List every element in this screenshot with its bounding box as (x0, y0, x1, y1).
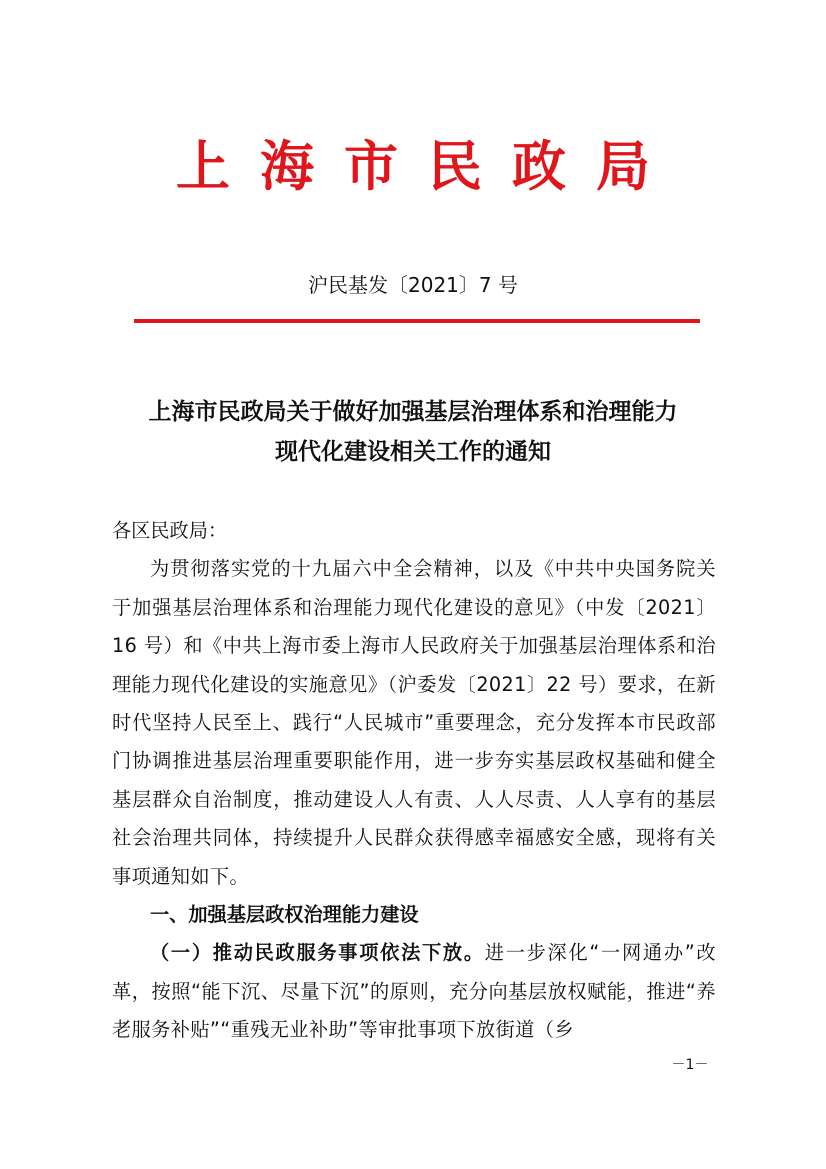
paragraph-2-lead: （一）推动民政服务事项依法下放。 (150, 941, 485, 965)
body-paragraph-2 (112, 934, 716, 1049)
section-heading-1: 一、加强基层政权治理能力建设 (150, 903, 419, 927)
red-separator-rule (134, 319, 700, 323)
paragraph-2-text: 进一步深化“一网通办”改革，按照“能下沉、尽量下沉”的原则，充分向基层放权赋能，推进“养老服务补贴”“重残无业补助”等审批事项下放街道（乡 (112, 941, 717, 1042)
document-title (100, 392, 726, 472)
issuing-organization-header: 上海市民政局 (176, 134, 680, 198)
document-body (112, 512, 716, 1050)
page-number: －1－ (671, 1057, 709, 1073)
title-line-1: 上海市民政局关于做好加强基层治理体系和治理能力 (148, 399, 678, 425)
document-number: 沪民基发〔2021〕7 号 (308, 273, 518, 297)
salutation: 各区民政局： (112, 519, 228, 542)
body-paragraph-1: 为贯彻落实党的十九届六中全会精神，以及《中共中央国务院关于加强基层治理体系和治理能力现代化建设的意见》（中发〔2021〕16 号）和《中共上海市委上海市人民政府关于加强基层治理体系和治理能力现代化建设的实施意见》（沪委发〔2021〕22 号）要求，在新时代坚持人民至上、践行“人民城市”重要理念，充分发挥本市民政部门协调推进基层治理重要职能作用，进一步夯实基层政权基础和健全基层群众自治制度，推动建设人人有责、人人尽责、人人享有的基层社会治理共同体，持续提升人民群众获得感幸福感安全感，现将有关事项通知如下。 (112, 557, 716, 888)
title-line-2: 现代化建设相关工作的通知 (275, 439, 551, 465)
